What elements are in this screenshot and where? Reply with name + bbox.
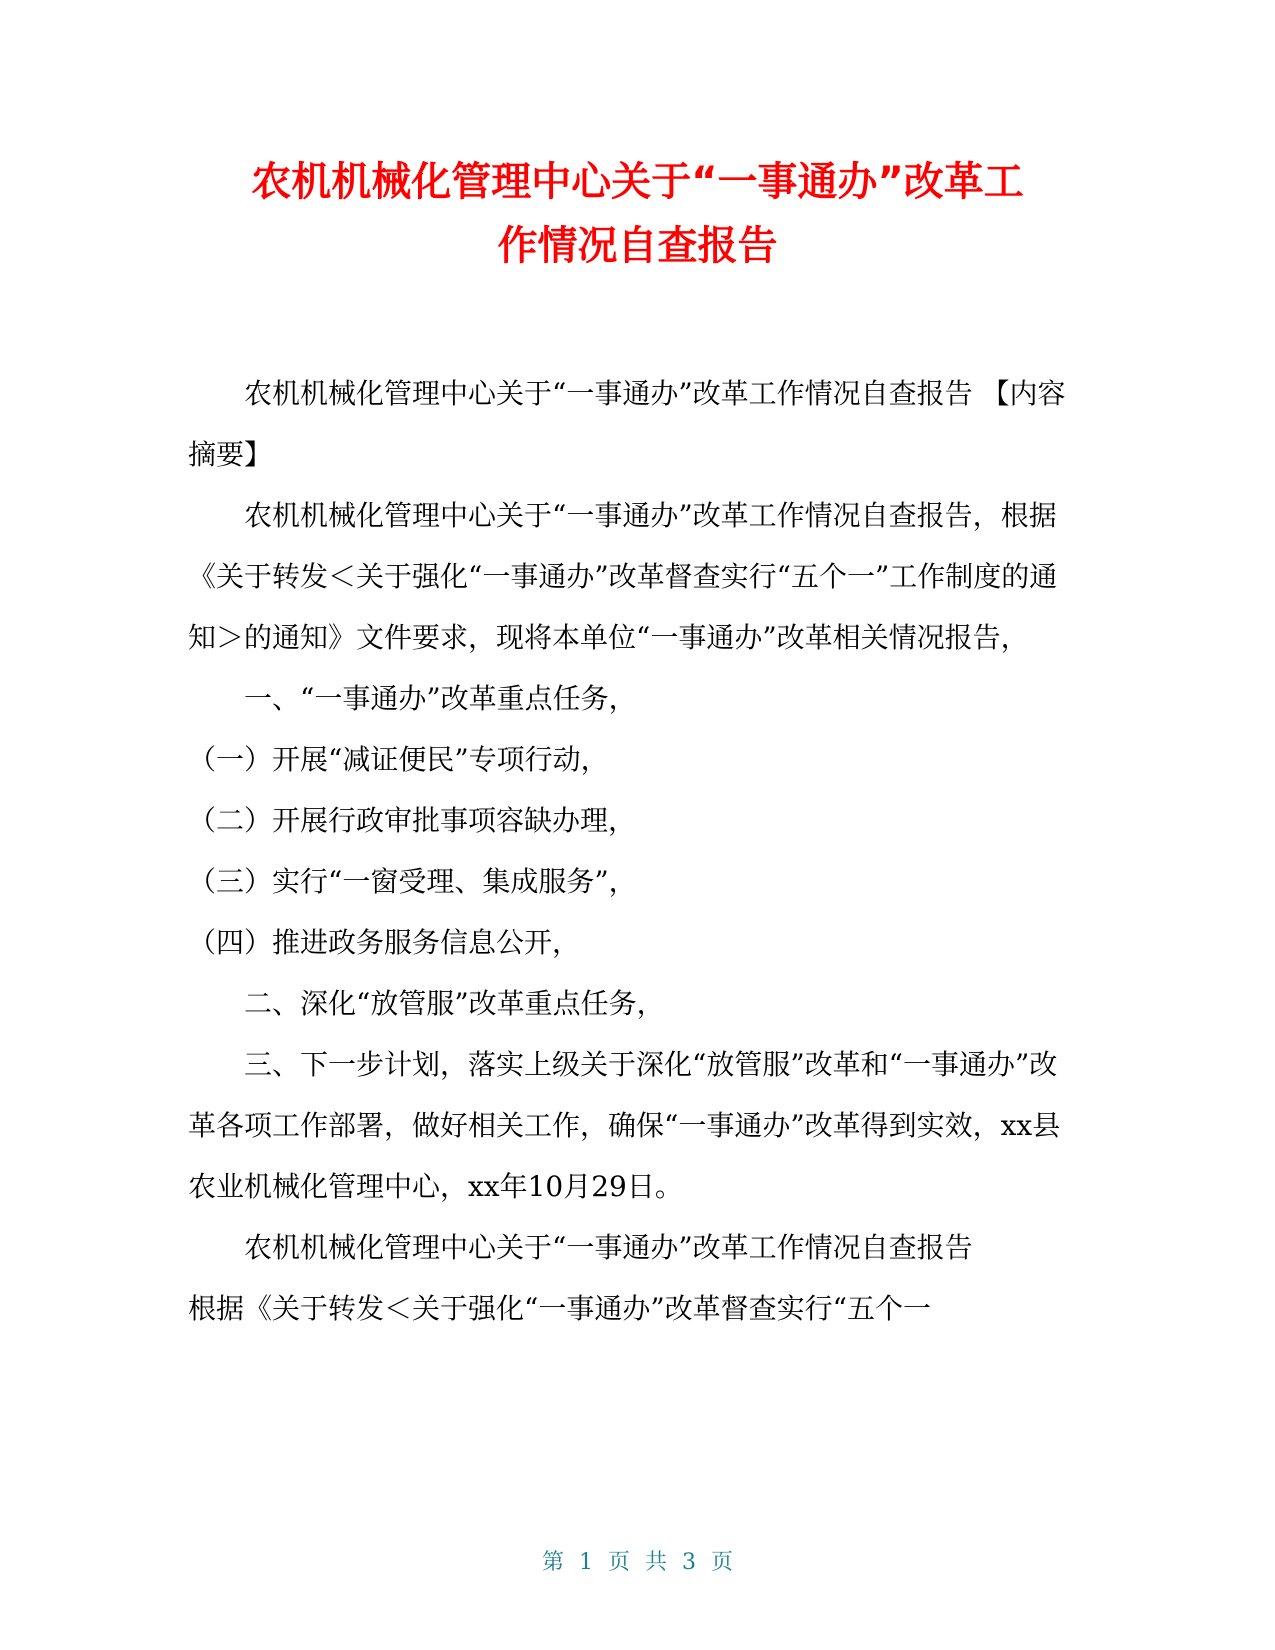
- section-heading-3: 三、下一步计划，落实上级关于深化“放管服”改革和“一事通办”改革各项工作部署，做好相关工作，确保“一事通办”改革得到实效，xx县农业机械化管理中心，xx年10月29日。: [188, 1048, 1061, 1203]
- page-footer: 第 1 页 共 3 页: [542, 1550, 733, 1575]
- document-title: [150, 150, 1125, 278]
- list-item-1: （一）开展“减证便民”专项行动，: [188, 743, 609, 776]
- list-item-3: （三）实行“一窗受理、集成服务”，: [188, 865, 637, 898]
- title-line-2: 作情况自查报告: [497, 223, 778, 269]
- paragraph-repeat-title: 农机机械化管理中心关于“一事通办”改革工作情况自查报告: [244, 1231, 973, 1264]
- paragraph-continued: 根据《关于转发＜关于强化“一事通办”改革督查实行“五个一: [188, 1292, 931, 1325]
- list-item-2: （二）开展行政审批事项容缺办理，: [188, 804, 637, 837]
- list-item-4: （四）推进政务服务信息公开，: [188, 926, 581, 959]
- title-line-1: 农机机械化管理中心关于“一事通办”改革工: [251, 159, 1024, 205]
- paragraph-intro: 农机机械化管理中心关于“一事通办”改革工作情况自查报告，根据《关于转发＜关于强化“一事通办”改革督查实行“五个一”工作制度的通知＞的通知》文件要求，现将本单位“一事通办”改革相关情况报告，: [188, 499, 1058, 654]
- section-heading-2: 二、深化“放管服”改革重点任务，: [244, 987, 665, 1020]
- section-heading-1: 一、“一事通办”改革重点任务，: [244, 682, 637, 715]
- paragraph-summary-heading: 农机机械化管理中心关于“一事通办”改革工作情况自查报告 【内容摘要】: [188, 377, 1066, 471]
- document-body: [188, 363, 1068, 1339]
